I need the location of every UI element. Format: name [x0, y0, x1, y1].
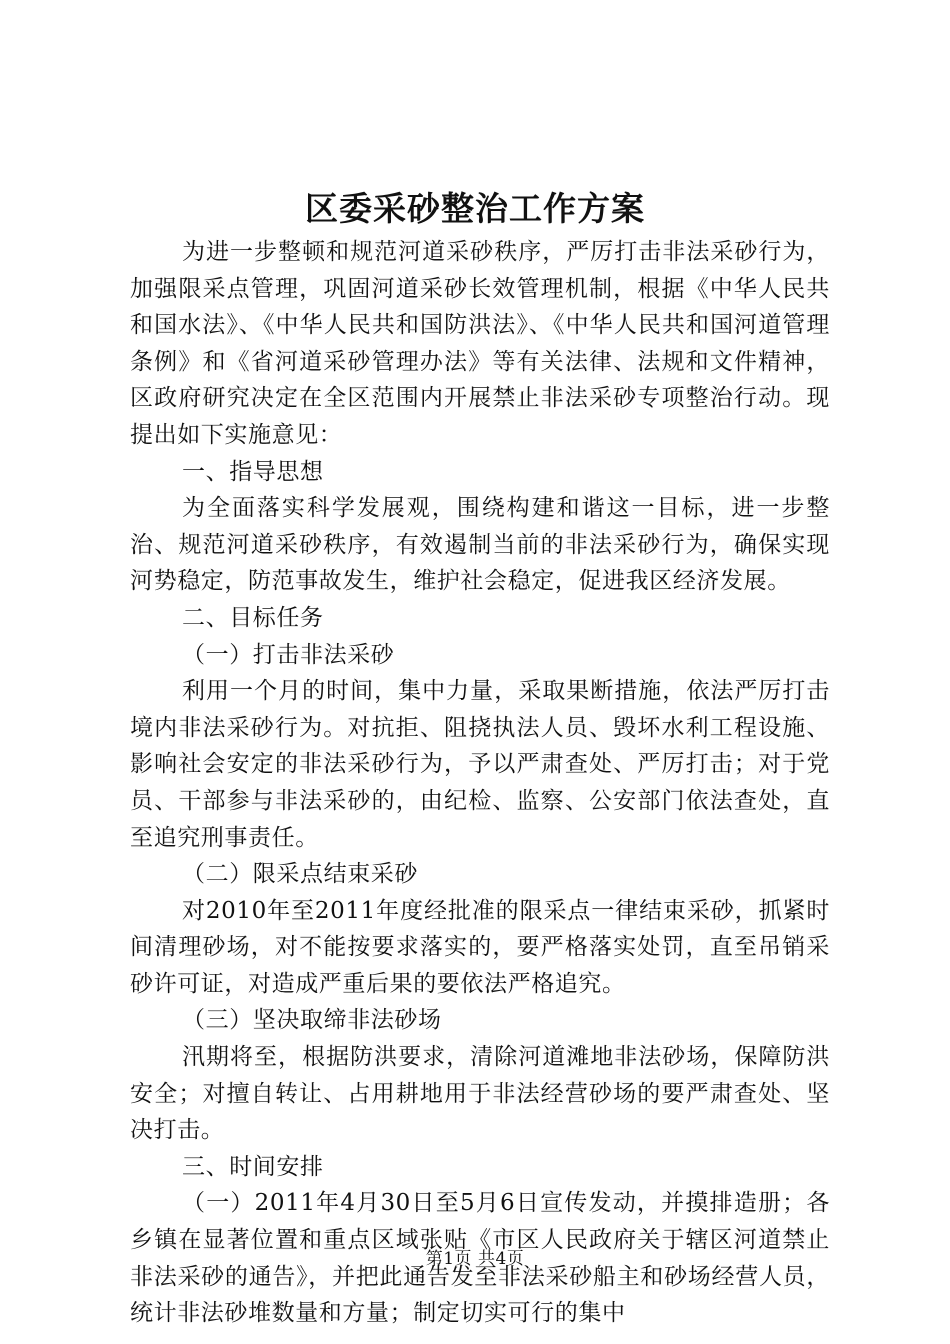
- subsection-heading-ban-illegal-sites: （三）坚决取缔非法砂场: [182, 1007, 442, 1034]
- intro-paragraph: 为进一步整顿和规范河道采砂秩序，严厉打击非法采砂行为，加强限采点管理，巩固河道采砂长效管理机制，根据《中华人民共和国水法》、《中华人民共和国防洪法》、《中华人民共和国河道管理条例》和《省河道采砂管理办法》等有关法律、法规和文件精神，区政府研究决定在全区范围内开展禁止非法采砂专项整治行动。现提出如下实施意见：: [130, 239, 830, 448]
- ban-illegal-sites-paragraph: 汛期将至，根据防洪要求，清除河道滩地非法砂场，保障防洪安全；对擅自转让、占用耕地用于非法经营砂场的要严肃查处、坚决打击。: [130, 1044, 830, 1144]
- section-heading-objectives: 二、目标任务: [182, 604, 324, 631]
- document-body: [130, 234, 830, 1332]
- subsection-heading-end-limited-mining: （二）限采点结束采砂: [182, 861, 418, 888]
- section-heading-schedule: 三、时间安排: [182, 1153, 324, 1180]
- crackdown-paragraph: 利用一个月的时间，集中力量，采取果断措施，依法严厉打击境内非法采砂行为。对抗拒、阻挠执法人员、毁坏水利工程设施、影响社会安定的非法采砂行为，予以严肃查处、严厉打击；对于党员、干部参与非法采砂的，由纪检、监察、公安部门依法查处，直至追究刑事责任。: [130, 678, 830, 851]
- document-title: 区委采砂整治工作方案: [305, 189, 645, 228]
- schedule-paragraph: （一）2011年4月30日至5月6日宣传发动，并摸排造册；各乡镇在显著位置和重点区域张贴《市区人民政府关于辖区河道禁止非法采砂的通告》，并把此通告发至非法采砂船主和砂场经营人员，统计非法砂堆数量和方量；制定切实可行的集中: [130, 1190, 830, 1327]
- section-heading-guiding-ideology: 一、指导思想: [182, 458, 324, 485]
- page-indicator: 第1页 共4页: [425, 1249, 525, 1269]
- end-limited-mining-paragraph: 对2010年至2011年度经批准的限采点一律结束采砂，抓紧时间清理砂场，对不能按要求落实的，要严格落实处罚，直至吊销采砂许可证，对造成严重后果的要依法严格追究。: [130, 897, 830, 997]
- guiding-ideology-paragraph: 为全面落实科学发展观，围绕构建和谐这一目标，进一步整治、规范河道采砂秩序，有效遏制当前的非法采砂行为，确保实现河势稳定，防范事故发生，维护社会稳定，促进我区经济发展。: [130, 495, 830, 595]
- subsection-heading-crackdown: （一）打击非法采砂: [182, 641, 395, 668]
